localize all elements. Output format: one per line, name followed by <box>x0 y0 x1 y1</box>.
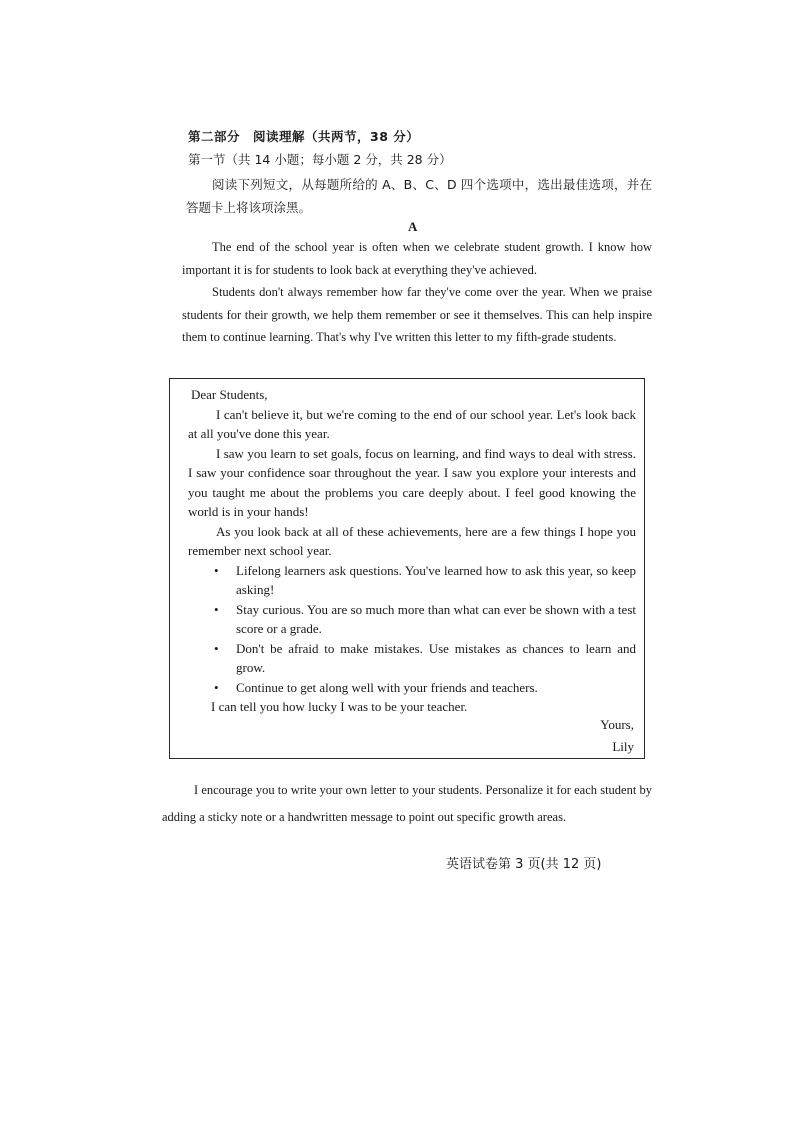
subsection-title: 第一节（共 14 小题；每小题 2 分，共 28 分） <box>188 152 452 167</box>
letter-bullet-item <box>214 678 636 698</box>
bullet-text: Stay curious. You are so much more than what can ever be shown with a test score or a grade. <box>236 601 636 636</box>
letter-paragraph-1: I can't believe it, but we're coming to the end of our school year. Let's look back at all you've done this year. <box>188 406 636 441</box>
page-footer: 英语试卷第 3 页(共 12 页) <box>446 857 602 872</box>
letter-closing-line: I can tell you how lucky I was to be your teacher. <box>211 699 468 714</box>
passage-label: A <box>408 219 418 234</box>
passage-intro <box>182 236 652 349</box>
section-title: 第二部分 阅读理解（共两节，38 分） <box>188 129 420 144</box>
letter-bullet-item <box>214 561 636 600</box>
bullet-text: Lifelong learners ask questions. You've learned how to ask this year, so keep asking! <box>236 562 636 597</box>
letter-bullet-list <box>188 561 636 698</box>
intro-paragraph-1: The end of the school year is often when we celebrate student growth. I know how important it is for students to look back at everything they've achieved. <box>182 240 652 277</box>
bullet-icon: • <box>214 640 219 656</box>
letter-paragraph-3: As you look back at all of these achievements, here are a few things I hope you remember next school year. <box>188 523 636 558</box>
letter-bullet-item <box>214 639 636 678</box>
letter-box <box>169 378 645 759</box>
letter-bullet-item <box>214 600 636 639</box>
bullet-icon: • <box>214 601 219 617</box>
intro-paragraph-2: Students don't always remember how far they've come over the year. When we praise students for their growth, we help them remember or see it themselves. This can help inspire them to continue learning. That's why I've written this letter to my fifth-grade students. <box>182 285 652 344</box>
letter-signature: Lily <box>612 739 634 754</box>
bullet-icon: • <box>214 562 219 578</box>
bullet-icon: • <box>214 679 219 695</box>
letter-greeting: Dear Students, <box>191 387 268 402</box>
bullet-text: Don't be afraid to make mistakes. Use mistakes as chances to learn and grow. <box>236 640 636 675</box>
instructions-text: 阅读下列短文，从每题所给的 A、B、C、D 四个选项中，选出最佳选项，并在答题卡上将该项涂黑。 <box>186 177 652 215</box>
passage-outro: I encourage you to write your own letter to your students. Personalize it for each student by adding a sticky note or a handwritten message to point out specific growth areas. <box>162 783 652 824</box>
bullet-text: Continue to get along well with your friends and teachers. <box>236 679 538 695</box>
letter-sign-off: Yours, <box>600 717 634 732</box>
letter-paragraph-2: I saw you learn to set goals, focus on learning, and find ways to deal with stress. I saw your confidence soar throughout the year. I saw you explore your interests and you taught me about the problems you care deeply about. I feel good knowing the world is in your hands! <box>188 445 636 519</box>
